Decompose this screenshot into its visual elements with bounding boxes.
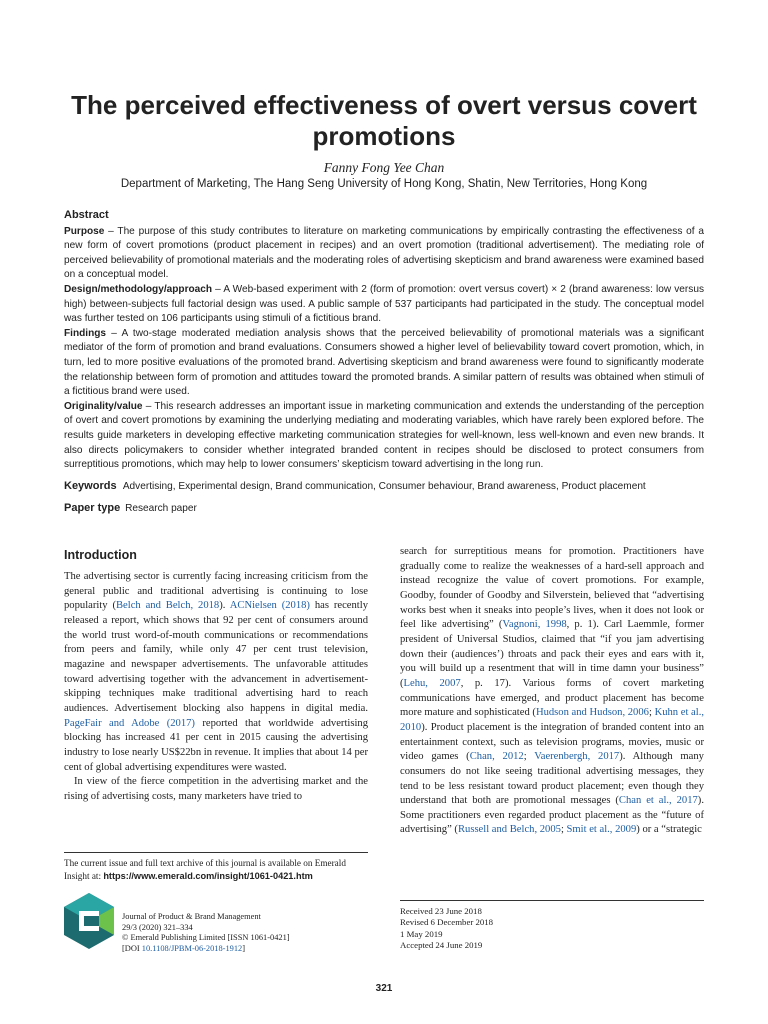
citation-link[interactable]: Hudson and Hudson, 2006 <box>535 707 649 719</box>
doi-suffix: ] <box>242 943 246 953</box>
abstract-originality <box>64 400 704 473</box>
journal-doi <box>122 944 372 955</box>
body-text: ) or a “strategic <box>636 824 702 836</box>
intro-paragraph-continued <box>400 545 704 838</box>
journal-publisher: © Emerald Publishing Limited [ISSN 1061-0421] <box>122 933 290 942</box>
intro-paragraph-2: In view of the fierce competition in the advertising market and the rising of advertising costs, many marketers have tried to <box>64 776 368 802</box>
citation-link[interactable]: Vaerenbergh, 2017 <box>534 751 620 763</box>
abstract-heading: Abstract <box>64 209 109 221</box>
citation-link[interactable]: ACNielsen (2018) <box>229 600 310 612</box>
author-name: Fanny Fong Yee Chan <box>323 160 445 175</box>
body-text: ; <box>523 751 535 763</box>
body-text: search for surreptitious means for promotion. Practitioners have gradually come to realize the weaknesses of a hard-sell approach and instead recognize the value of covert promotions. For example, Goodby, founder of Goodby and Silverstein, believed that “advertising works best when it sneaks into people’s lives, when it does not look or feel like advertising” ( <box>400 546 704 631</box>
originality-label: Originality/value <box>64 400 143 412</box>
body-text: ; <box>560 824 567 836</box>
keywords <box>64 480 704 492</box>
revised-date-2: 1 May 2019 <box>400 928 443 939</box>
body-text: ; <box>648 707 655 719</box>
citation-link[interactable]: PageFair and Adobe (2017) <box>64 717 195 729</box>
abstract-design <box>64 283 704 327</box>
body-text: , p. 1). Carl Laemmle, former president of Universal Studios, claimed that “if you jam advertising down their (audiences’) throats and pack their eyes and ears with it, you will build up a resentment that will in time damn your business” ( <box>400 619 705 689</box>
citation-link[interactable]: Chan, 2012 <box>469 751 524 763</box>
findings-text: – A two-stage moderated mediation analysis shows that the perceived believability of promotional materials was a significant mediator of the form of promotion and brand evaluations. Consumers showed a higher level of believability toward covert promotion, which, in turn, led to more positive evaluations of the promoted brand. Advertising skepticism and brand awareness were found to significantly moderate the relationship between form of promotion and attitudes toward the promoted brands. A similar pattern of results was obtained when stimuli of a fictitious brand were used. <box>64 327 704 398</box>
body-text: ). Some practitioners even regarded product placement as the “future of advertising” ( <box>400 795 704 836</box>
body-text: reported that worldwide advertising blocking has increased 41 per cent in 2015 causing the advertising industry to lose nearly US$22bn in revenue. It implies that about 14 per cent of global advertising expenditures were wasted. <box>64 717 368 773</box>
author-affiliation: Department of Marketing, The Hang Seng University of Hong Kong, Shatin, New Territories, Hong Kong <box>120 178 648 190</box>
journal-availability-notice <box>64 857 368 883</box>
body-text: The advertising sector is currently facing increasing criticism from the general public and traditional advertising is continuing to lose popularity ( <box>64 571 368 612</box>
accepted-date: Accepted 24 June 2019 <box>400 939 483 950</box>
journal-issue: 29/3 (2020) 321–334 <box>122 922 193 932</box>
purpose-label: Purpose <box>64 225 105 237</box>
findings-label: Findings <box>64 327 107 339</box>
doi-prefix: [DOI <box>122 943 142 953</box>
paper-type-label: Paper type <box>64 502 121 514</box>
page-number: 321 <box>375 983 393 994</box>
notice-divider <box>64 852 368 853</box>
originality-text: – This research addresses an important issue in marketing communication and extends the understanding of the perception of overt and covert promotions by examining the underlying mediating and moderating variables, which have rarely been explored before. The results guide marketers in developing effective marketing communication strategies for well-known, less well-known and even new brands. It also directs policymakers to consider whether integrated branded content in recipes should be disclosed to protect consumers from surreptitious promotions, which may help to lower consumers’ skepticism toward advertising in the long run. <box>64 400 704 471</box>
right-column <box>400 545 704 838</box>
article-dates <box>400 906 600 951</box>
doi-link[interactable]: 10.1108/JPBM-06-2018-1912 <box>141 943 243 953</box>
citation-link[interactable]: Vagnoni, 1998 <box>502 619 567 631</box>
journal-name: Journal of Product & Brand Management <box>122 912 261 921</box>
keywords-text: Advertising, Experimental design, Brand communication, Consumer behaviour, Brand awareness, Product placement <box>122 481 646 492</box>
keywords-label: Keywords <box>64 480 117 492</box>
journal-url-link[interactable]: https://www.emerald.com/insight/1061-0421.htm <box>103 871 313 881</box>
body-text: has recently released a report, which shows that 92 per cent of consumers around the world trust word-of-mouth communications or recommendations from peers and family, while only 47 per cent trust television, magazine and newspaper advertisements. The unfavorable attitudes toward advertising together with the advancement in advertisement-skipping techniques make traditional advertising hard to reach audiences. Advertisement blocking also happens in digital media. <box>64 600 368 714</box>
body-text: ). Although many consumers do not like seeing traditional advertising messages, they tend to be less resistant toward product placement; even though they understand that both are promotional messages ( <box>400 751 704 807</box>
emerald-logo-icon <box>64 893 114 949</box>
received-date: Received 23 June 2018 <box>400 906 482 916</box>
body-text: ). Product placement is the integration of branded content into an entertainment context, such as television programs, movies, music or video games ( <box>400 721 704 763</box>
body-text: ). <box>219 600 230 612</box>
citation-link[interactable]: Smit et al., 2009 <box>566 824 637 836</box>
intro-paragraph-1 <box>64 570 368 775</box>
dates-divider <box>400 900 704 901</box>
citation-link[interactable]: Russell and Belch, 2005 <box>457 824 561 836</box>
paper-title: The perceived effectiveness of overt versus covert promotions <box>71 90 697 151</box>
abstract-findings <box>64 327 704 400</box>
citation-link[interactable]: Belch and Belch, 2018 <box>115 600 220 612</box>
abstract <box>64 208 704 473</box>
introduction-heading: Introduction <box>64 548 137 562</box>
citation-link[interactable]: Kuhn et al., 2010 <box>400 707 704 733</box>
purpose-text: – The purpose of this study contributes to literature on marketing communications by empirically contrasting the effectiveness of a new form of covert promotions (product placement in recipes) and an overt promotion (traditional advertisement). The mediating role of perceived believability of promotional materials and the moderating roles of advertising skepticism and brand awareness were examined based on a conceptual model. <box>64 225 704 281</box>
design-text: – A Web-based experiment with 2 (form of promotion: overt versus covert) × 2 (brand awareness: low versus high) between-subjects full factorial design was used. A public sample of 537 participants had participated in the study. The conceptual model was further tested on 106 participants using stimuli of a fictitious brand. <box>64 283 704 325</box>
left-column <box>64 570 368 805</box>
journal-info <box>122 912 372 954</box>
revised-date: Revised 6 December 2018 <box>400 917 494 928</box>
body-text: , p. 17). Various forms of covert marketing communications have emerged, and product placement has become more mature and sophisticated ( <box>400 677 704 719</box>
design-label: Design/methodology/approach <box>64 283 213 295</box>
abstract-purpose <box>64 225 704 283</box>
citation-link[interactable]: Lehu, 2007 <box>403 677 461 689</box>
paper-type <box>64 502 704 514</box>
notice-text: The current issue and full text archive of this journal is available on Emerald Insight at: <box>64 858 346 881</box>
citation-link[interactable]: Chan et al., 2017 <box>618 795 698 807</box>
paper-type-text: Research paper <box>125 503 197 514</box>
